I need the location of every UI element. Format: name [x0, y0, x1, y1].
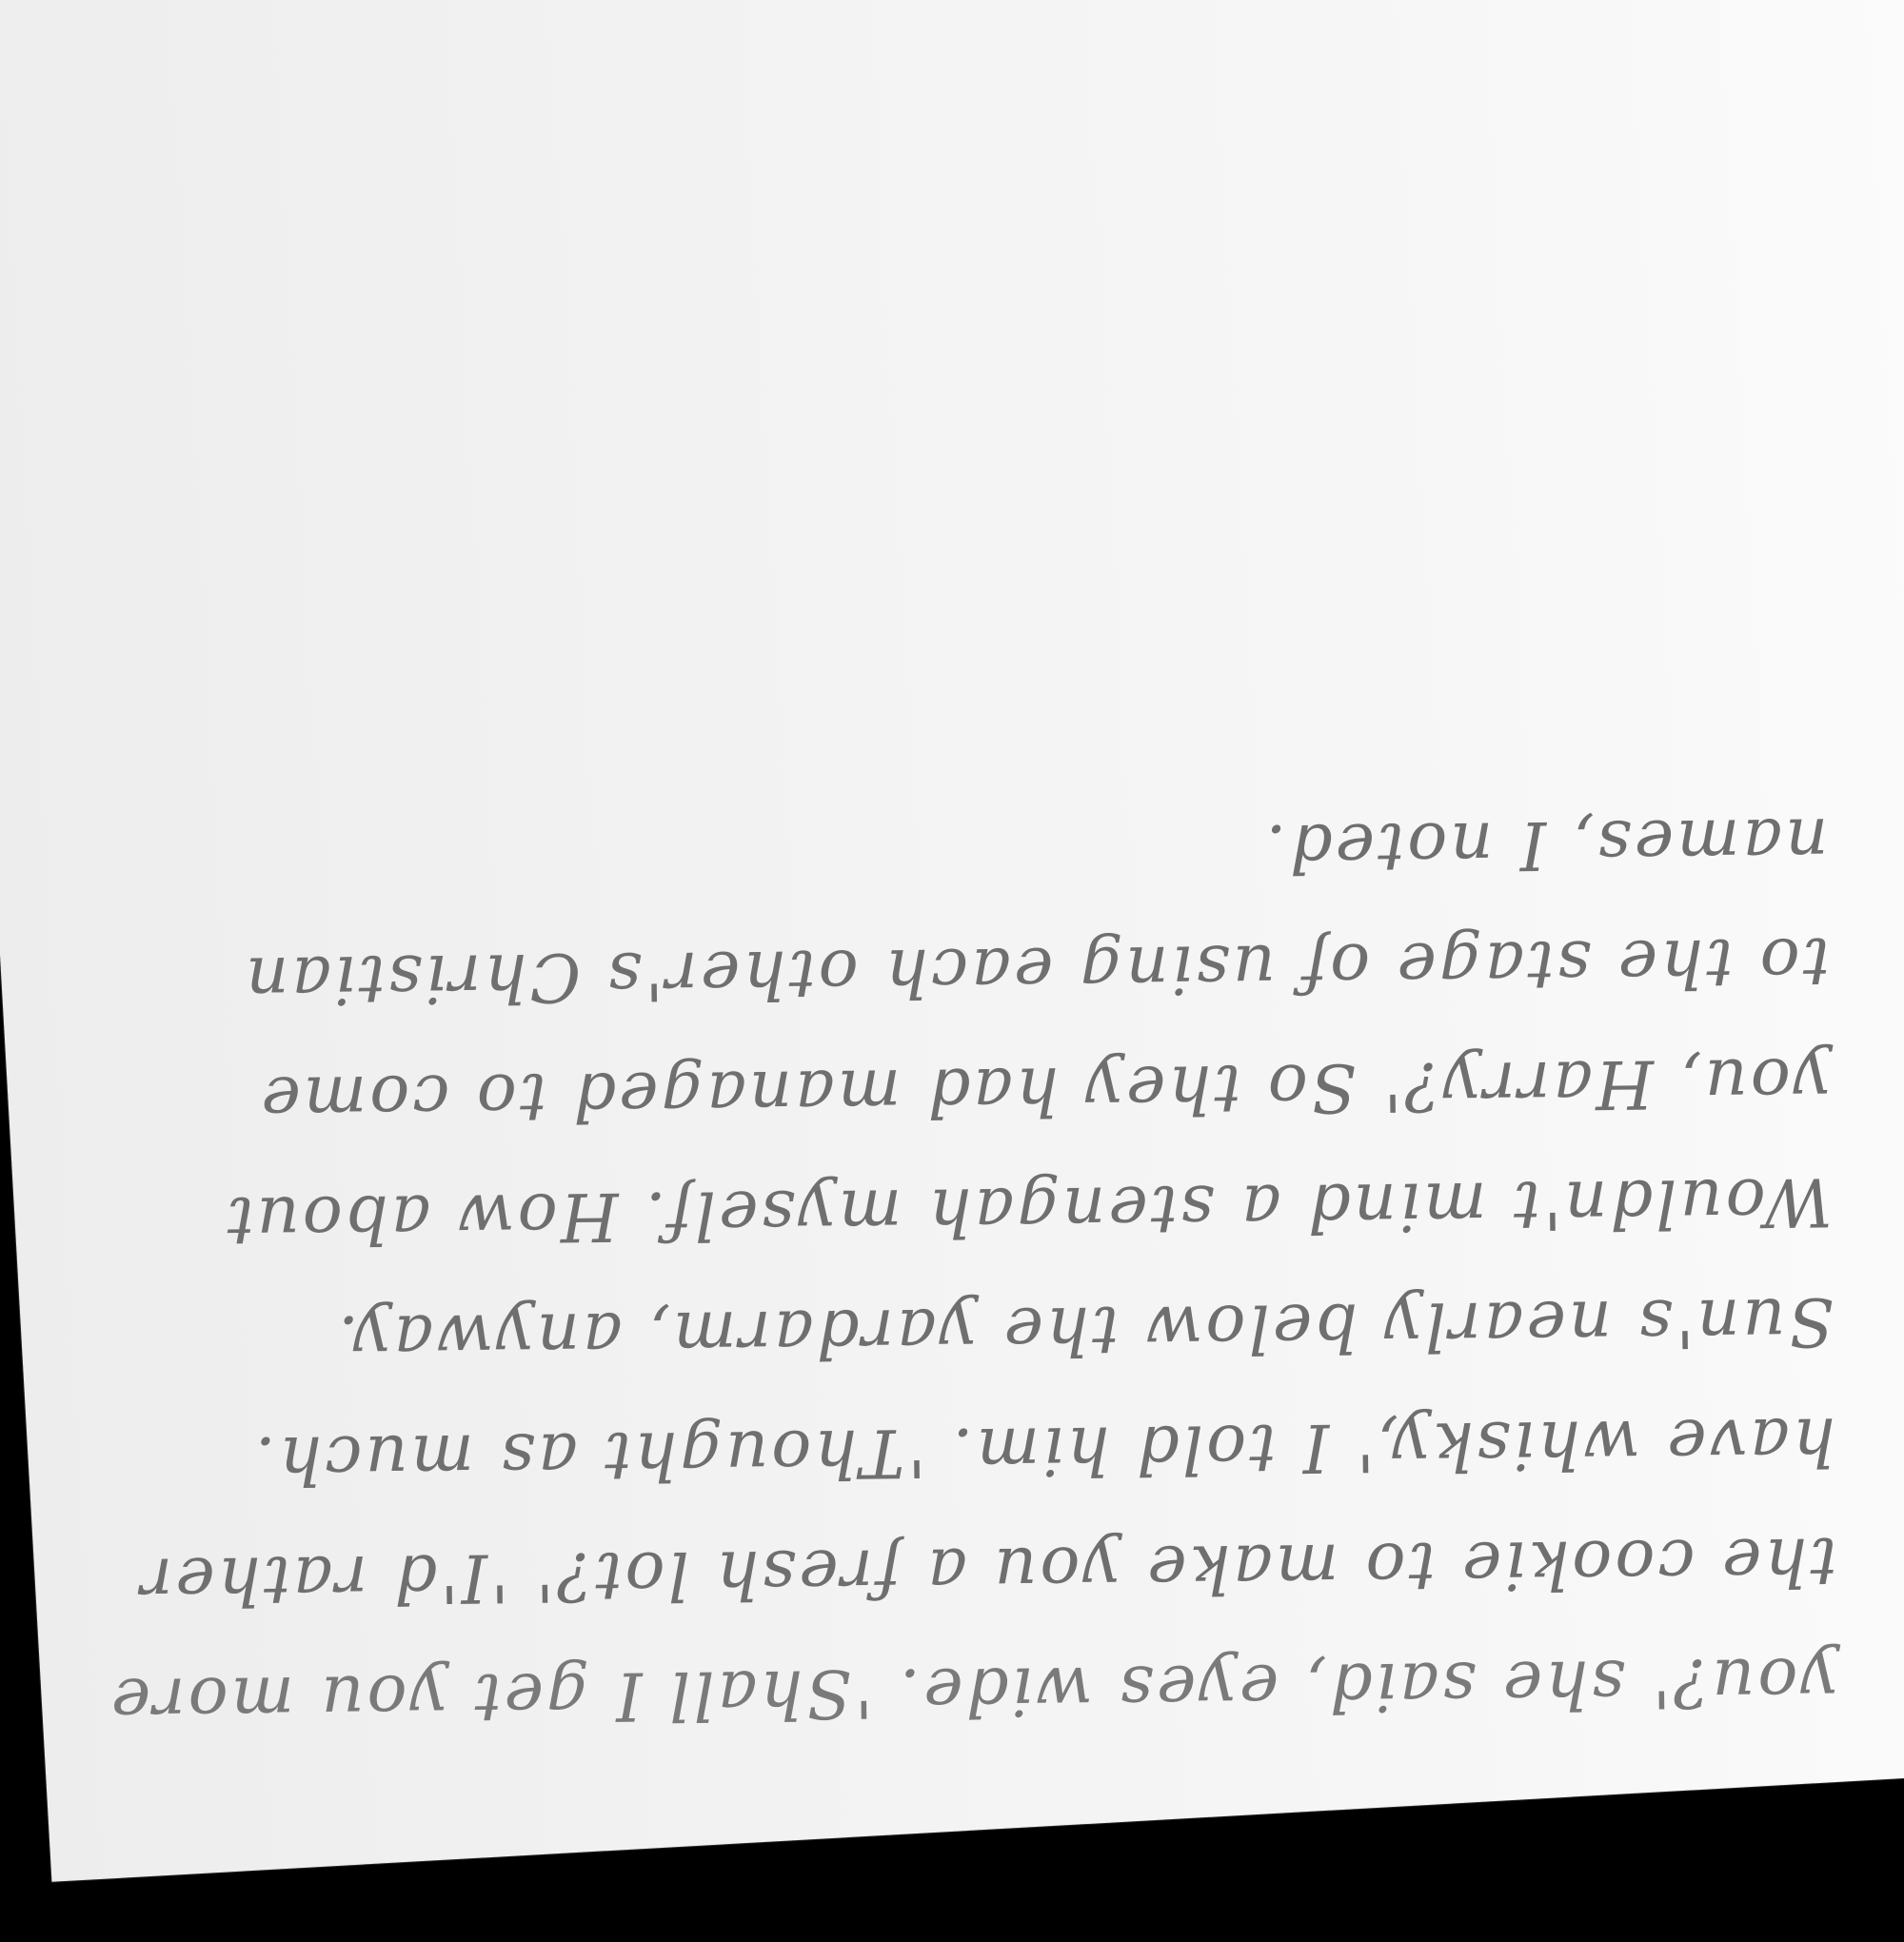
text-line: Sun's nearly below the yardarm, anyway. — [334, 1282, 1835, 1379]
text-line: the cookie to make you a fresh lot?' 'I'd rather — [137, 1522, 1838, 1621]
text-line: to the stage of using each other's Christian — [242, 922, 1831, 1021]
text-line: you?' she said, eyes wide. 'Shall I get you more — [108, 1642, 1839, 1742]
text-line: Wouldn't mind a stengah myself. How about — [224, 1162, 1834, 1260]
text-line: have whisky,' I told him. 'Thought as much. — [251, 1402, 1836, 1500]
text-line: names, I noted. — [1262, 803, 1829, 888]
text-line: you, Harry?' So they had managed to come — [257, 1042, 1832, 1140]
handwritten-text — [108, 782, 1839, 1761]
